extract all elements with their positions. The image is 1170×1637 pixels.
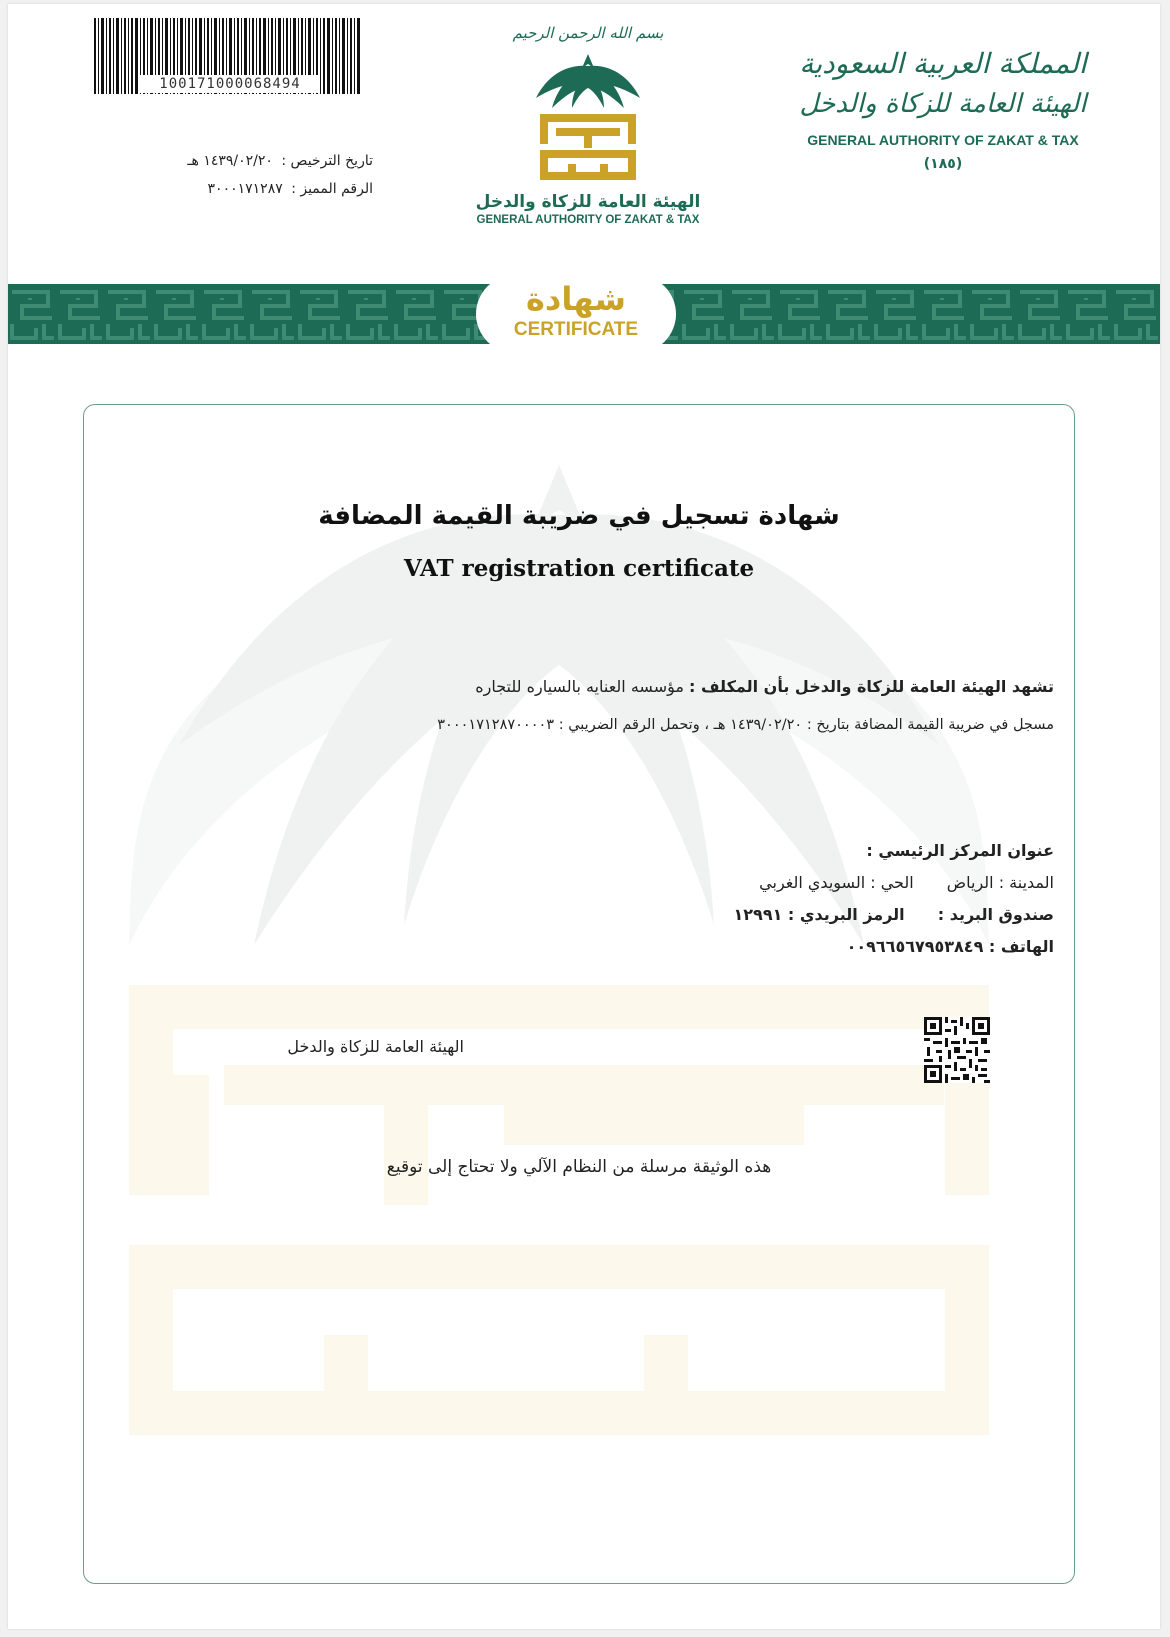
city: المدينة : الرياض	[946, 873, 1054, 892]
license-date-value: ١٤٣٩/٠٢/٢٠ هـ	[187, 153, 273, 169]
address-heading: عنوان المركز الرئيسي :	[866, 841, 1054, 860]
unique-number-value: ٣٠٠٠١٧١٢٨٧	[207, 181, 283, 197]
certificate-badge	[476, 275, 676, 353]
qr-code	[924, 1017, 990, 1083]
badge-title-en: CERTIFICATE	[513, 319, 639, 340]
district: الحي : السويدي الغربي	[759, 873, 914, 892]
certificate-frame	[83, 404, 1075, 1584]
barcode-number: 100171000068494	[140, 75, 320, 93]
authority-name-en: GENERAL AUTHORITY OF ZAKAT & TAX	[807, 132, 1079, 148]
zakat-logo-block	[448, 24, 728, 226]
postal-code: الرمز البريدي : ١٢٩٩١	[733, 905, 905, 924]
taxpayer-name: مؤسسه العنايه بالسياره للتجاره	[475, 677, 684, 696]
license-meta	[158, 147, 373, 203]
certificate-page	[8, 4, 1160, 1629]
registration-line: مسجل في ضريبة القيمة المضافة بتاريخ : ١٤٣٩/٠٢/٢٠ هـ ، وتحمل الرقم الضريبي : ٣٠٠٠١٧١٢٨٧٠٠٠٠٣	[437, 717, 1054, 733]
basmala: بسم الله الرحمن الرحيم	[512, 24, 664, 42]
issuer-name: الهيئة العامة للزكاة والدخل	[287, 1037, 464, 1056]
title-en: VAT registration certificate	[403, 555, 755, 582]
badge-title-ar: شهادة	[526, 280, 626, 318]
po-box: صندوق البريد :	[937, 905, 1054, 924]
address-block	[454, 835, 1054, 963]
unique-number-label: الرقم المميز :	[291, 181, 373, 197]
phone: الهاتف : ٠٠٩٦٦٥٦٧٩٥٣٨٤٩	[846, 937, 1054, 956]
logo-name-en: GENERAL AUTHORITY OF ZAKAT & TAX	[476, 214, 700, 226]
unique-number-row	[158, 175, 373, 203]
taxpayer-label: تشهد الهيئة العامة للزكاة والدخل بأن المكلف :	[689, 677, 1054, 696]
logo-name-ar: الهيئة العامة للزكاة والدخل	[475, 192, 701, 212]
license-date-label: تاريخ الترخيص :	[281, 153, 373, 169]
license-date-row	[158, 147, 373, 175]
auto-generated-note: هذه الوثيقة مرسلة من النظام الآلي ولا تحتاج إلى توقيع	[386, 1157, 772, 1177]
palm-logo-icon	[528, 46, 648, 186]
authority-heading	[788, 44, 1098, 172]
kingdom-name: المملكة العربية السعودية	[799, 47, 1087, 80]
title-ar: شهادة تسجيل في ضريبة القيمة المضافة	[318, 501, 840, 531]
authority-number: (١٨٥)	[923, 156, 963, 172]
taxpayer-line	[154, 677, 1054, 696]
authority-name-ar: الهيئة العامة للزكاة والدخل	[799, 89, 1087, 119]
